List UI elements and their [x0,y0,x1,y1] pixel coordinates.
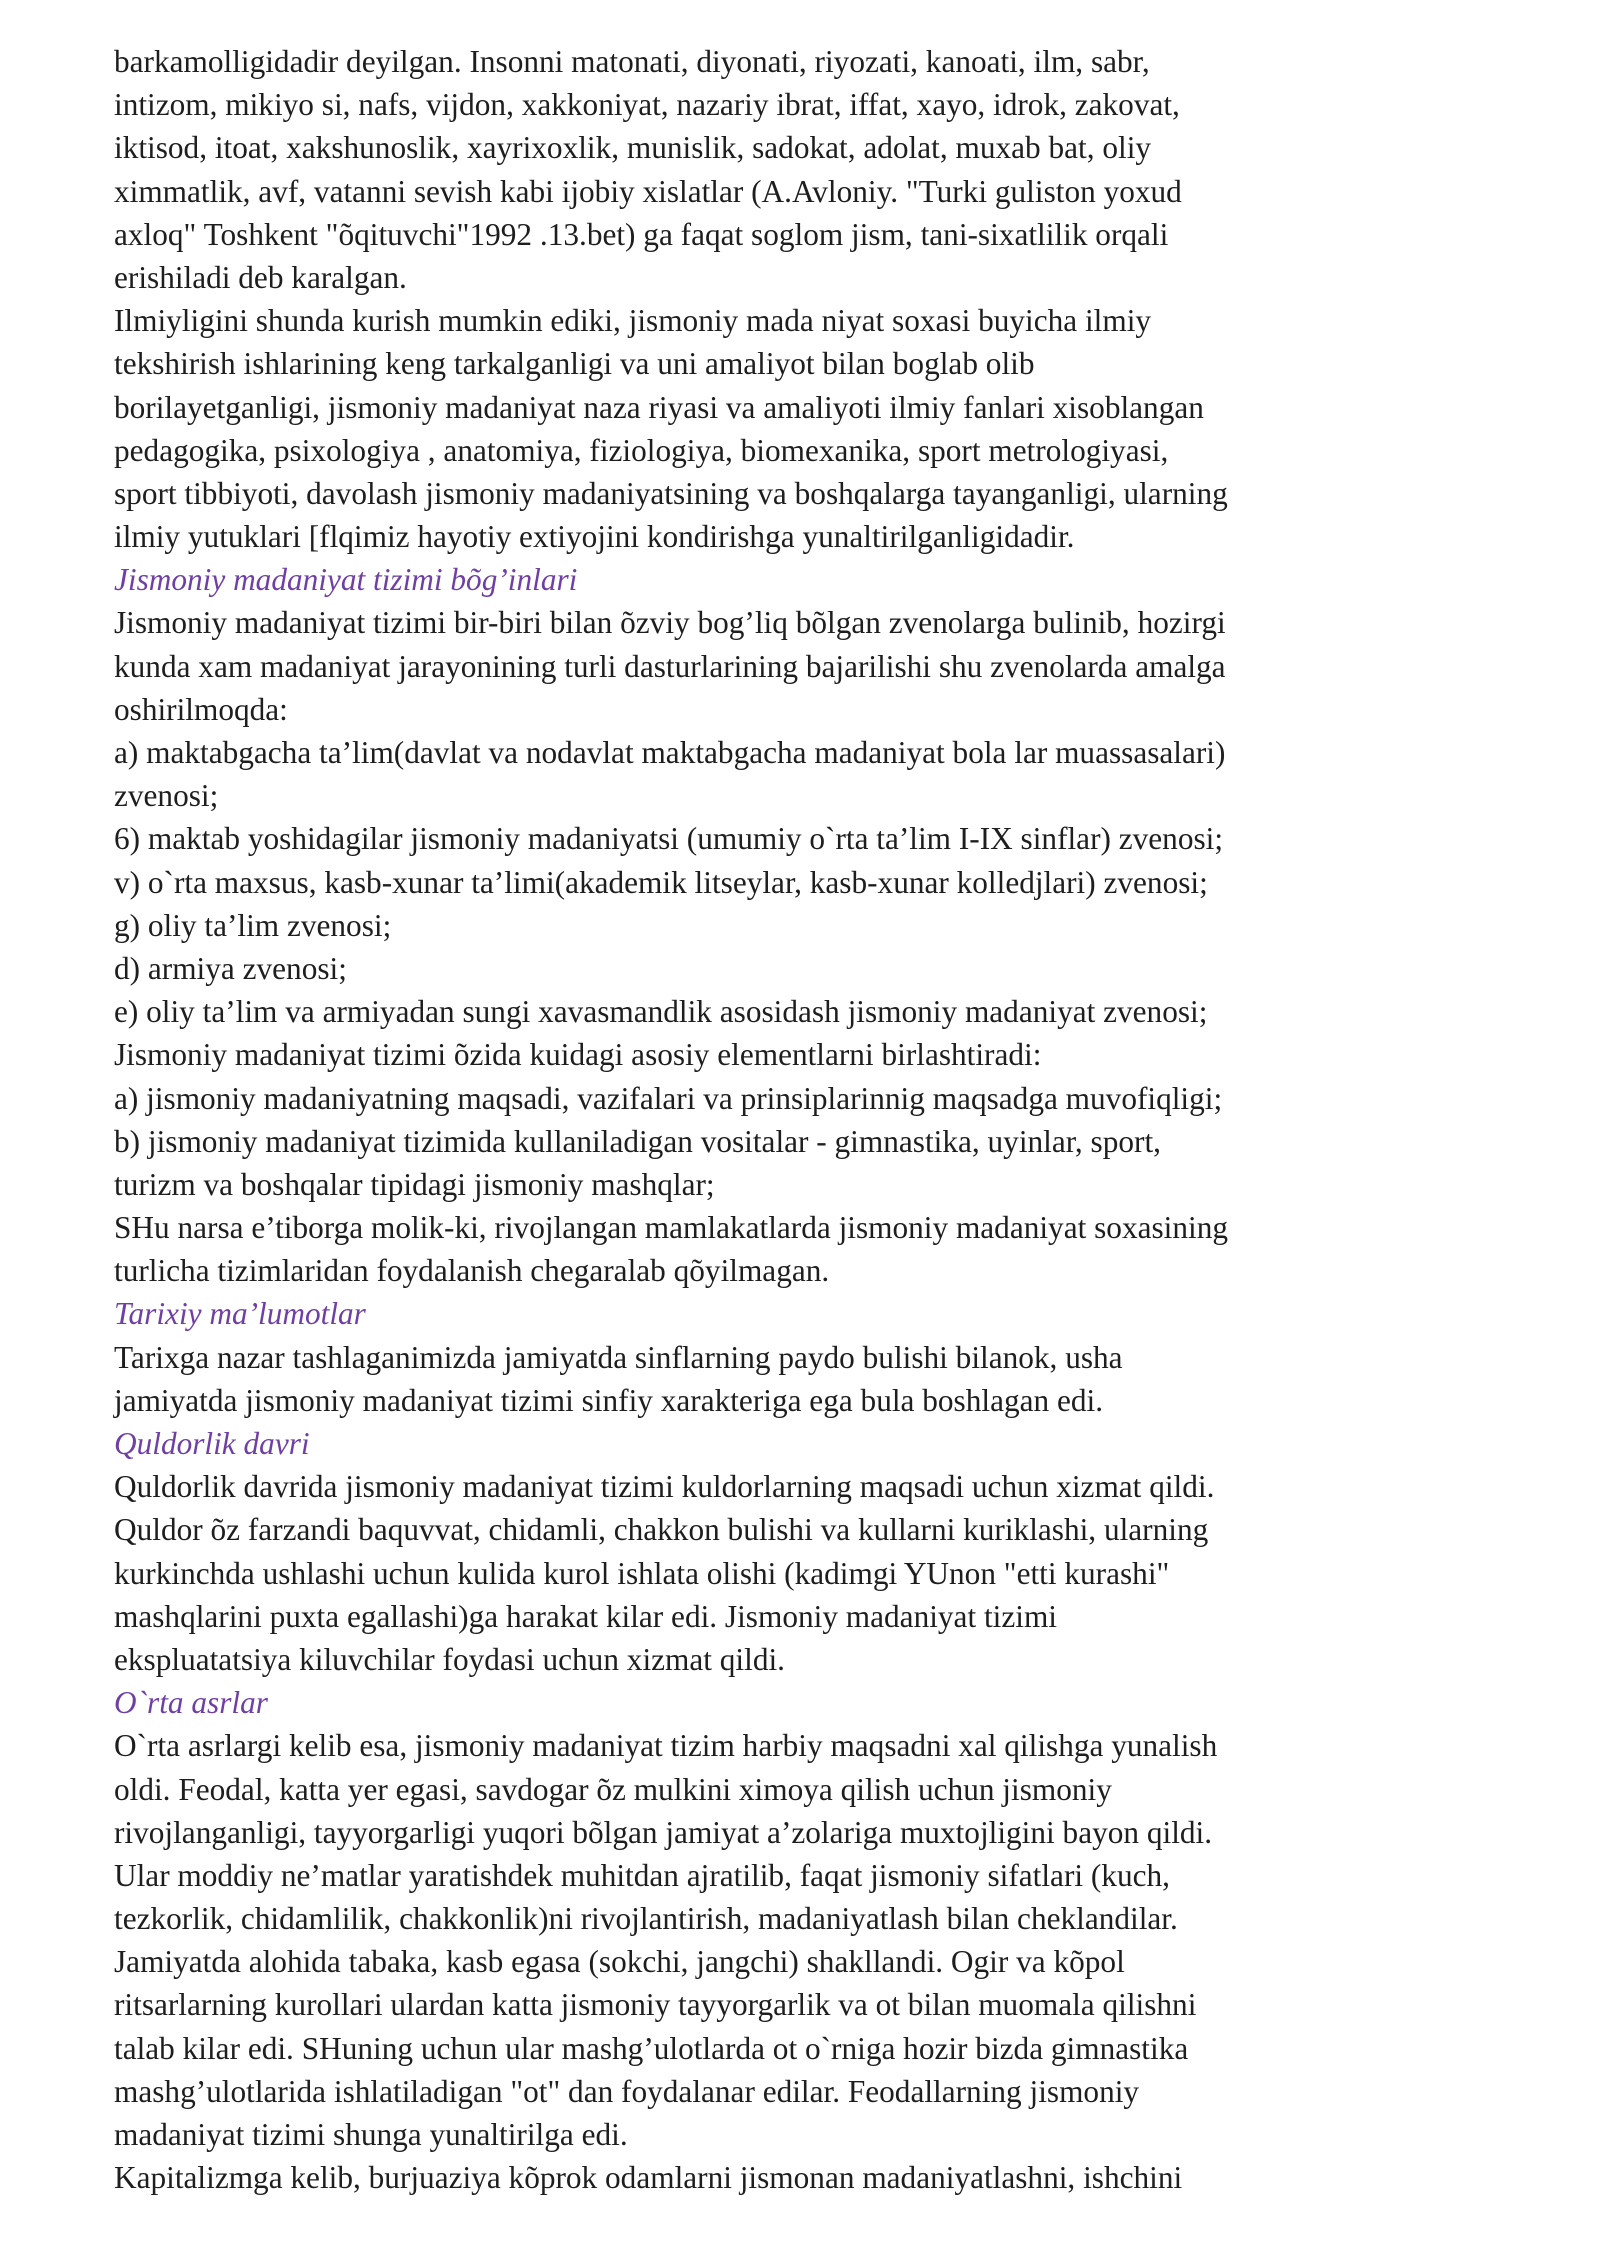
paragraph-line: SHu narsa e’tiborga molik-ki, rivojlangan mamlakatlarda jismoniy madaniyat soxasining [114,1210,1229,1246]
section-heading: Quldorlik davri [114,1426,310,1461]
paragraph-line: jamiyatda jismoniy madaniyat tizimi sinfiy xarakteriga ega bula boshlagan edi. [114,1382,1104,1418]
paragraph-line: mashqlarini puxta egallashi)ga harakat kilar edi. Jismoniy madaniyat tizimi [114,1598,1057,1634]
document-body [114,40,1364,2199]
section-heading: Jismoniy madaniyat tizimi bõg’inlari [114,562,578,598]
paragraph-line: ximmatlik, avf, vatanni sevish kabi ijobiy xislatlar (A.Avloniy. "Turki guliston yoxud [114,173,1182,209]
paragraph-line: intizom, mikiyo si, nafs, vijdon, xakkoniyat, nazariy ibrat, iffat, xayo, idrok, zakovat, [114,87,1180,123]
paragraph-line: kurkinchda ushlashi uchun kulida kurol ishlata olishi (kadimgi YUnon "etti kurashi" [114,1555,1170,1591]
paragraph-line: kunda xam madaniyat jarayonining turli dasturlarining bajarilishi shu zvenolarda amalga [114,648,1226,684]
paragraph-line: O`rta asrlargi kelib esa, jismoniy madaniyat tizim harbiy maqsadni xal qilishga yunalish [114,1728,1218,1764]
paragraph-line: ilmiy yutuklari [flqimiz hayotiy extiyojini kondirishga yunaltirilganligidadir. [114,519,1075,555]
paragraph-line: erishiladi deb karalgan. [114,259,407,295]
paragraph-line: a) jismoniy madaniyatning maqsadi, vazifalari va prinsiplarinnig maqsadga muvofiqligi; [114,1080,1223,1116]
paragraph-line: madaniyat tizimi shunga yunaltirilga edi. [114,2117,628,2152]
paragraph-line: mashg’ulotlarida ishlatiladigan "ot" dan foydalanar edilar. Feodallarning jismoniy [114,2073,1140,2109]
paragraph-line: d) armiya zvenosi; [114,950,347,986]
paragraph-line: barkamolligidadir deyilgan. Insonni matonati, diyonati, riyozati, kanoati, ilm, sabr, [114,44,1150,79]
paragraph-line: v) o`rta maxsus, kasb-xunar ta’limi(akademik litseylar, kasb-xunar kolledjlari) zvenosi; [114,864,1208,900]
paragraph-line: Kapitalizmga kelib, burjuaziya kõprok odamlarni jismonan madaniyatlashni, ishchini [114,2160,1183,2196]
paragraph-line: rivojlanganligi, tayyorgarligi yuqori bõlgan jamiyat a’zolariga muxtojligini bayon qildi. [114,1814,1213,1850]
paragraph-line: iktisod, itoat, xakshunoslik, xayrixoxlik, munislik, sadokat, adolat, muxab bat, oliy [114,130,1152,166]
paragraph-line: 6) maktab yoshidagilar jismoniy madaniyatsi (umumiy o`rta ta’lim I-IX sinflar) zvenosi; [114,821,1224,857]
paragraph-line: Jismoniy madaniyat tizimi õzida kuidagi asosiy elementlarni birlashtiradi: [114,1037,1042,1073]
paragraph-line: zvenosi; [114,778,219,814]
paragraph-line: tezkorlik, chidamlilik, chakkonlik)ni rivojlantirish, madaniyatlash bilan cheklandilar. [114,1901,1178,1937]
paragraph-line: g) oliy ta’lim zvenosi; [114,907,392,943]
paragraph-line: e) oliy ta’lim va armiyadan sungi xavasmandlik asosidash jismoniy madaniyat zvenosi; [114,994,1208,1030]
paragraph-line: oshirilmoqda: [114,691,288,727]
paragraph-line: talab kilar edi. SHuning uchun ular mashg’ulotlarda ot o`rniga hozir bizda gimnastika [114,2030,1189,2066]
paragraph-line: turlicha tizimlaridan foydalanish chegaralab qõyilmagan. [114,1253,830,1289]
paragraph-line: b) jismoniy madaniyat tizimida kullaniladigan vositalar - gimnastika, uyinlar, sport, [114,1123,1161,1159]
paragraph-line: Ular moddiy ne’matlar yaratishdek muhitdan ajratilib, faqat jismoniy sifatlari (kuch, [114,1857,1170,1893]
paragraph-line: ekspluatatsiya kiluvchilar foydasi uchun xizmat qildi. [114,1641,785,1677]
paragraph-line: Jamiyatda alohida tabaka, kasb egasa (sokchi, jangchi) shakllandi. Ogir va kõpol [114,1944,1125,1980]
paragraph-line: turizm va boshqalar tipidagi jismoniy mashqlar; [114,1166,715,1202]
paragraph-line: sport tibbiyoti, davolash jismoniy madaniyatsining va boshqalarga tayanganligi, ularning [114,475,1228,511]
section-heading: Tarixiy ma’lumotlar [114,1296,366,1332]
paragraph-line: Jismoniy madaniyat tizimi bir-biri bilan õzviy bog’liq bõlgan zvenolarga bulinib, hozirgi [114,605,1226,641]
paragraph-line: Tarixga nazar tashlaganimizda jamiyatda sinflarning paydo bulishi bilanok, usha [114,1339,1123,1375]
paragraph-line: Ilmiyligini shunda kurish mumkin ediki, jismoniy mada niyat soxasi buyicha ilmiy [114,303,1152,339]
paragraph-line: ritsarlarning kurollari ulardan katta jismoniy tayyorgarlik va ot bilan muomala qilishni [114,1987,1197,2023]
paragraph-line: pedagogika, psixologiya , anatomiya, fiziologiya, biomexanika, sport metrologiyasi, [114,432,1169,468]
paragraph-line: Quldor õz farzandi baquvvat, chidamli, chakkon bulishi va kullarni kuriklashi, ularning [114,1512,1209,1548]
paragraph-line: borilayetganligi, jismoniy madaniyat naza riyasi va amaliyoti ilmiy fanlari xisoblangan [114,389,1204,425]
paragraph-line: axloq" Toshkent "õqituvchi"1992 .13.bet) ga faqat soglom jism, tani-sixatlilik orqali [114,216,1169,252]
paragraph-line: oldi. Feodal, katta yer egasi, savdogar õz mulkini ximoya qilish uchun jismoniy [114,1771,1112,1807]
section-heading: O`rta asrlar [114,1685,268,1721]
paragraph-line: Quldorlik davrida jismoniy madaniyat tizimi kuldorlarning maqsadi uchun xizmat qildi. [114,1469,1215,1505]
paragraph-line: a) maktabgacha ta’lim(davlat va nodavlat maktabgacha madaniyat bola lar muassasalari) [114,735,1226,770]
paragraph-line: tekshirish ishlarining keng tarkalganligi va uni amaliyot bilan boglab olib [114,346,1035,382]
